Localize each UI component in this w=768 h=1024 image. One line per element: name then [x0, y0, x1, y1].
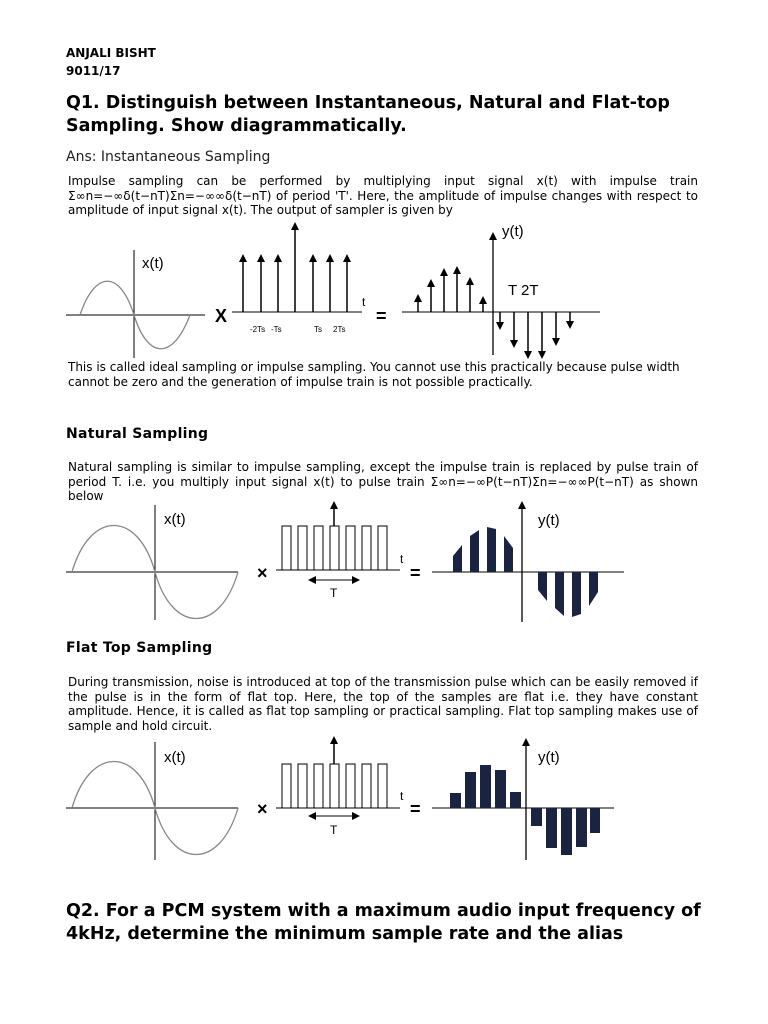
yt-label: y(t)	[502, 223, 524, 240]
input-signal-plot	[66, 250, 205, 358]
author-block	[66, 44, 156, 80]
author-roll: 9011/17	[66, 64, 121, 78]
impulse-train-plot	[232, 226, 366, 334]
pulse	[378, 764, 387, 808]
flat-sample	[465, 772, 476, 808]
answer-label: Ans: Instantaneous Sampling	[66, 149, 271, 165]
natural-sampling-heading: Natural Sampling	[66, 426, 209, 442]
input-signal-plot	[66, 742, 238, 860]
pulse	[378, 526, 387, 570]
yt-label: y(t)	[538, 749, 560, 766]
sample-slice	[487, 527, 496, 572]
flat-top-sampling-diagram	[60, 735, 620, 865]
tick-pos1: Ts	[314, 325, 322, 334]
tick-pos2: 2Ts	[333, 325, 346, 334]
multiply-sign: X	[215, 306, 228, 326]
xt-label: x(t)	[164, 749, 186, 766]
flat-top-heading: Flat Top Sampling	[66, 640, 213, 656]
equals-sign: =	[410, 799, 421, 819]
pulse	[362, 764, 371, 808]
flat-sample	[450, 793, 461, 808]
flat-sample	[590, 808, 600, 833]
flat-sample	[576, 808, 587, 847]
tick-neg1: -Ts	[271, 325, 282, 334]
pulse	[362, 526, 371, 570]
natural-sampling-diagram	[60, 500, 640, 625]
flat-sample	[531, 808, 542, 826]
yt-label: y(t)	[538, 512, 560, 529]
pulse	[314, 764, 323, 808]
t-label: t	[362, 295, 366, 309]
flat-sample	[561, 808, 572, 855]
xt-label: x(t)	[142, 255, 164, 272]
equals-sign: =	[376, 306, 387, 326]
author-name: ANJALI BISHT	[66, 46, 156, 60]
flat-top-paragraph: During transmission, noise is introduced at top of the transmission pulse which can be easily removed if the pulse is in the form of flat top. Here, the top of the samples are flat i.e. they have constant amplitude. Hence, it is called as flat top sampling or practical sampling. Flat top sampling makes use of sample and hold circuit.	[68, 675, 698, 733]
t-label: t	[400, 789, 404, 803]
sample-slice	[555, 572, 564, 616]
sample-slice	[589, 572, 598, 606]
pulse	[298, 764, 307, 808]
ideal-sampling-paragraph: This is called ideal sampling or impulse sampling. You cannot use this practically because pulse width cannot be zero and the generation of impulse train is not possible practically.	[68, 360, 680, 389]
multiply-sign: ×	[257, 563, 268, 583]
multiply-sign: ×	[257, 799, 268, 819]
flat-sample	[510, 792, 521, 808]
sampled-output-plot	[402, 223, 600, 355]
pulse	[346, 526, 355, 570]
tick-neg2: -2Ts	[250, 325, 266, 334]
pulse	[298, 526, 307, 570]
pulse-train-plot	[276, 505, 404, 600]
sampled-output-plot	[432, 505, 624, 622]
question-1-title: Q1. Distinguish between Instantaneous, Natural and Flat-top Sampling. Show diagrammatically.	[66, 93, 670, 136]
t2t-label: T 2T	[508, 282, 539, 299]
sample-slice	[453, 545, 462, 572]
equals-sign: =	[410, 563, 421, 583]
sample-slice	[504, 536, 513, 572]
period-label: T	[330, 823, 338, 837]
pulse	[282, 764, 291, 808]
t-label: t	[400, 552, 404, 566]
flat-sample	[546, 808, 557, 848]
pulse-train-plot	[276, 740, 404, 837]
pulse	[330, 764, 339, 808]
sample-slice	[470, 530, 479, 572]
pulse	[346, 764, 355, 808]
instantaneous-sampling-diagram	[60, 222, 610, 360]
pulse	[282, 526, 291, 570]
input-signal-plot	[66, 505, 238, 620]
flat-sample	[495, 770, 506, 808]
question-2-title: Q2. For a PCM system with a maximum audio input frequency of 4kHz, determine the minimum sample rate and the alias	[66, 901, 701, 944]
flat-sample	[480, 765, 491, 808]
pulse	[330, 526, 339, 570]
sample-slice	[538, 572, 547, 601]
pulse	[314, 526, 323, 570]
period-label: T	[330, 586, 338, 600]
sample-slice	[572, 572, 581, 617]
xt-label: x(t)	[164, 511, 186, 528]
natural-sampling-paragraph: Natural sampling is similar to impulse sampling, except the impulse train is replaced by pulse train of period T. i.e. you multiply input signal x(t) to pulse train Σ∞n=−∞P(t−nT)Σn=−∞∞P(t−nT) as shown below	[68, 460, 698, 503]
instantaneous-paragraph: Impulse sampling can be performed by multiplying input signal x(t) with impulse train Σ∞n=−∞δ(t−nT)Σn=−∞∞δ(t−nT) of period 'T'. Here, the amplitude of impulse changes with respect to amplitude of input signal x(t). The output of sampler is given by	[68, 174, 698, 217]
sampled-output-plot	[432, 742, 614, 860]
